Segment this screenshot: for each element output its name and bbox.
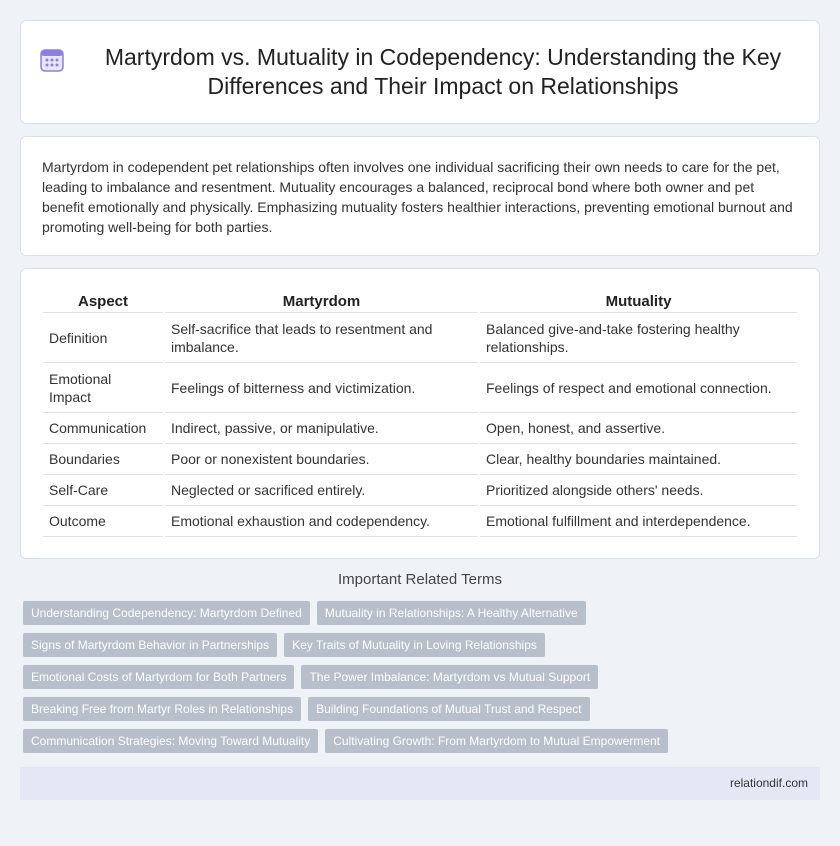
cell-aspect: Self-Care xyxy=(43,475,163,506)
title-row xyxy=(39,43,801,101)
cell-aspect: Emotional Impact xyxy=(43,363,163,413)
related-terms-section xyxy=(20,571,820,761)
tag-row xyxy=(23,665,605,689)
cell-martyrdom: Feelings of bitterness and victimization. xyxy=(165,363,478,413)
cell-martyrdom: Emotional exhaustion and codependency. xyxy=(165,506,478,537)
footer-site[interactable]: relationdif.com xyxy=(729,776,808,790)
calendar-icon xyxy=(39,47,65,73)
header-aspect: Aspect xyxy=(43,291,163,313)
header-martyrdom: Martyrdom xyxy=(165,291,478,313)
related-tag[interactable]: The Power Imbalance: Martyrdom vs Mutual Support xyxy=(301,665,598,689)
related-tag[interactable]: Building Foundations of Mutual Trust and Respect xyxy=(308,697,590,721)
title-card xyxy=(20,20,820,124)
related-tag[interactable]: Emotional Costs of Martyrdom for Both Partners xyxy=(23,665,294,689)
related-tag[interactable]: Cultivating Growth: From Martyrdom to Mutual Empowerment xyxy=(325,729,668,753)
related-tag[interactable]: Signs of Martyrdom Behavior in Partnerships xyxy=(23,633,277,657)
cell-mutuality: Open, honest, and assertive. xyxy=(480,413,797,444)
cell-mutuality: Clear, healthy boundaries maintained. xyxy=(480,444,797,475)
related-terms-heading: Important Related Terms xyxy=(338,571,502,588)
tag-row xyxy=(23,697,597,721)
cell-mutuality: Balanced give-and-take fostering healthy relationships. xyxy=(480,313,797,363)
related-tag[interactable]: Key Traits of Mutuality in Loving Relationships xyxy=(284,633,545,657)
table-row xyxy=(43,363,797,413)
table-row xyxy=(43,506,797,537)
header-mutuality: Mutuality xyxy=(480,291,797,313)
cell-aspect: Definition xyxy=(43,313,163,363)
cell-aspect: Communication xyxy=(43,413,163,444)
cell-mutuality: Prioritized alongside others' needs. xyxy=(480,475,797,506)
intro-card xyxy=(20,136,820,256)
related-tag[interactable]: Mutuality in Relationships: A Healthy Alternative xyxy=(317,601,586,625)
related-tags xyxy=(20,601,820,761)
related-tag[interactable]: Understanding Codependency: Martyrdom Defined xyxy=(23,601,310,625)
tag-row xyxy=(23,601,593,625)
page-title: Martyrdom vs. Mutuality in Codependency: Understanding the Key Differences and Their Impact on Relationships xyxy=(104,44,782,99)
tag-row xyxy=(23,729,675,753)
comparison-card xyxy=(20,268,820,559)
related-tag[interactable]: Communication Strategies: Moving Toward Mutuality xyxy=(23,729,318,753)
table-row xyxy=(43,475,797,506)
table-row xyxy=(43,444,797,475)
cell-martyrdom: Self-sacrifice that leads to resentment and imbalance. xyxy=(165,313,478,363)
cell-aspect: Boundaries xyxy=(43,444,163,475)
footer xyxy=(20,767,820,800)
cell-aspect: Outcome xyxy=(43,506,163,537)
tag-row xyxy=(23,633,552,657)
intro-text: Martyrdom in codependent pet relationships often involves one individual sacrificing their own needs to care for the pet, leading to imbalance and resentment. Mutuality encourages a balanced, reciprocal bond where both owner and pet benefit emotionally and physically. Emphasizing mutuality fosters healthier interactions, preventing emotional burnout and promoting well-being for both parties. xyxy=(42,159,793,235)
cell-martyrdom: Indirect, passive, or manipulative. xyxy=(165,413,478,444)
comparison-table xyxy=(41,291,799,537)
cell-mutuality: Feelings of respect and emotional connection. xyxy=(480,363,797,413)
table-row xyxy=(43,413,797,444)
cell-martyrdom: Poor or nonexistent boundaries. xyxy=(165,444,478,475)
cell-mutuality: Emotional fulfillment and interdependence. xyxy=(480,506,797,537)
table-row xyxy=(43,313,797,363)
table-header-row xyxy=(43,291,797,313)
cell-martyrdom: Neglected or sacrificed entirely. xyxy=(165,475,478,506)
related-tag[interactable]: Breaking Free from Martyr Roles in Relationships xyxy=(23,697,301,721)
